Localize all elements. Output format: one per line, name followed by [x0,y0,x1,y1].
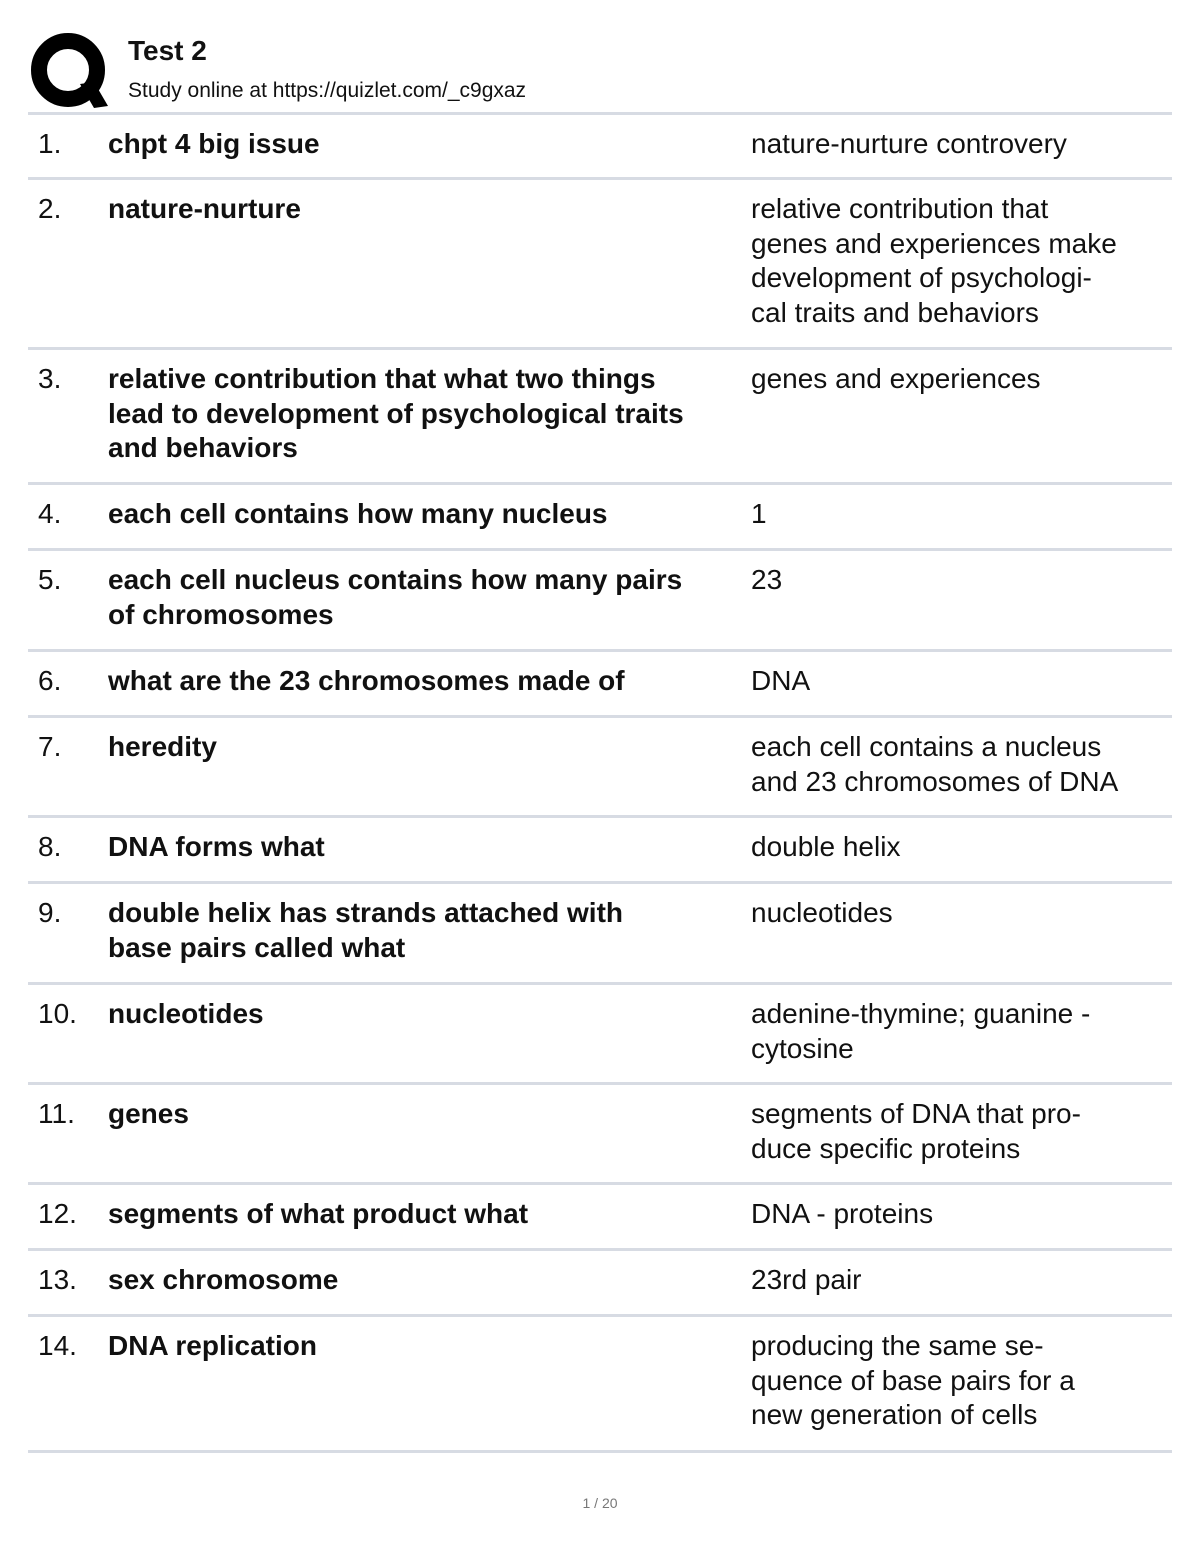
flashcard-row [28,718,1172,818]
set-title: Test 2 [128,35,207,66]
card-definition: 23rd pair [751,1264,862,1295]
card-number: 6. [38,665,62,696]
quizlet-logo-icon [30,32,108,110]
card-definition: adenine-thymine; guanine - cytosine [751,998,1091,1064]
card-number: 12. [38,1198,77,1229]
card-number: 10. [38,998,77,1029]
card-number: 4. [38,498,62,529]
flashcard-row [28,350,1172,485]
card-term: each cell contains how many nucleus [108,498,608,529]
flashcard-row [28,818,1172,884]
flashcard-row [28,884,1172,985]
card-number: 14. [38,1330,77,1361]
card-number: 9. [38,897,62,928]
card-term: each cell nucleus contains how many pairs of chromosomes [108,564,683,630]
card-definition: producing the same se- quence of base pairs for a new generation of cells [751,1330,1075,1430]
card-definition: genes and experiences [751,363,1041,394]
flashcard-row [28,1185,1172,1251]
flashcard-row [28,1251,1172,1317]
card-definition: segments of DNA that pro- duce specific proteins [751,1098,1081,1164]
card-definition: 23 [751,564,783,595]
card-term: what are the 23 chromosomes made of [108,665,625,696]
card-definition: nucleotides [751,897,893,928]
card-number: 2. [38,193,62,224]
flashcard-list [28,115,1172,1453]
flashcard-row [28,551,1172,652]
card-term: DNA replication [108,1330,317,1361]
card-definition: DNA - proteins [751,1198,934,1229]
card-definition: 1 [751,498,767,529]
card-number: 1. [38,128,62,159]
card-number: 3. [38,363,62,394]
card-definition: relative contribution that genes and experiences make development of psychologi- cal traits and behaviors [751,193,1117,328]
flashcard-row [28,652,1172,718]
card-number: 11. [38,1098,75,1129]
card-term: chpt 4 big issue [108,128,320,159]
card-definition: DNA [751,665,811,696]
card-term: nucleotides [108,998,264,1029]
flashcard-row [28,115,1172,180]
flashcard-row [28,485,1172,551]
card-term: segments of what product what [108,1198,529,1229]
card-term: sex chromosome [108,1264,339,1295]
card-number: 7. [38,731,62,762]
page-header [28,28,1172,114]
card-term: genes [108,1098,189,1129]
card-term: relative contribution that what two things lead to development of psychological traits and behaviors [108,363,684,463]
flashcard-row [28,1317,1172,1453]
card-term: DNA forms what [108,831,325,862]
flashcard-row [28,180,1172,350]
card-term: double helix has strands attached with base pairs called what [108,897,623,963]
flashcard-row [28,985,1172,1085]
card-definition: nature-nurture controvery [751,128,1067,159]
card-number: 13. [38,1264,77,1295]
card-term: heredity [108,731,217,762]
card-number: 8. [38,831,62,862]
page-number: 1 / 20 [582,1495,618,1511]
flashcard-row [28,1085,1172,1185]
card-term: nature-nurture [108,193,301,224]
card-definition: double helix [751,831,901,862]
card-definition: each cell contains a nucleus and 23 chromosomes of DNA [751,731,1119,797]
card-number: 5. [38,564,62,595]
study-link[interactable]: Study online at https://quizlet.com/_c9gxaz [128,79,527,102]
